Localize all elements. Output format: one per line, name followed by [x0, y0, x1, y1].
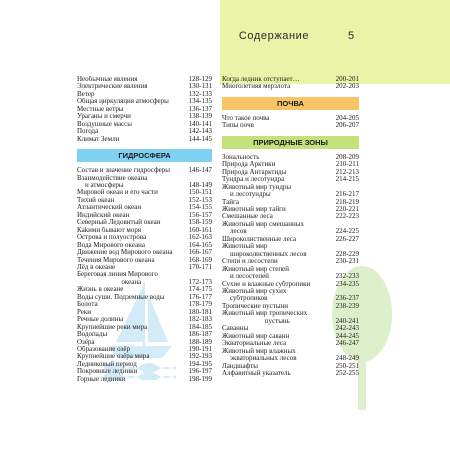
toc-entry-title: Ветер	[77, 90, 95, 98]
toc-entry-pages: 148-149	[188, 180, 212, 189]
toc-entry-title: Общая циркуляция атмосферы	[77, 98, 169, 106]
toc-entry-pages: 182-183	[188, 315, 212, 324]
toc-entry-title: Индийский океан	[77, 211, 130, 219]
toc-entry-title: Образование озёр	[77, 345, 130, 353]
toc-entry-title: Горные ледники	[77, 375, 126, 383]
hydrosphere-entries	[77, 167, 212, 383]
toc-entry	[222, 258, 359, 265]
toc-entry-title: Животный мир тайги	[222, 205, 286, 213]
toc-entry	[222, 236, 359, 243]
toc-entry-title: Животный мир степей	[222, 265, 289, 273]
toc-entry	[222, 213, 359, 220]
toc-entry-title: Саванны	[222, 325, 249, 333]
toc-left-column	[77, 76, 212, 383]
toc-entry-pages: 136-137	[188, 104, 212, 113]
toc-entry-pages: 220-221	[335, 204, 359, 213]
toc-entry-title: Атлантический океан	[77, 204, 142, 212]
toc-entry-title: Вода Мирового океана	[77, 241, 145, 249]
toc-entry-pages: 174-175	[188, 285, 212, 294]
toc-entry-title: Электрические явления	[77, 83, 148, 91]
toc-entry-pages: 158-159	[188, 218, 212, 227]
toc-entry	[222, 340, 359, 347]
toc-entry-title: широколиственных лесов	[230, 250, 307, 258]
toc-entry-pages: 202-203	[335, 82, 359, 91]
toc-entry-pages: 218-219	[335, 197, 359, 206]
toc-entry-pages: 128-129	[188, 75, 212, 83]
toc-entry-title: Мировой океан и его части	[77, 189, 158, 197]
toc-entry	[222, 303, 359, 310]
toc-entry-pages: 156-157	[188, 210, 212, 219]
section-natural-zones: ПРИРОДНЫЕ ЗОНЫ	[222, 136, 359, 149]
toc-entry-title: Состав и значение гидросферы	[77, 167, 170, 175]
toc-entry-pages: 226-227	[335, 234, 359, 243]
toc-entry-title: Степи и лесостепи	[222, 258, 278, 266]
toc-entry-title: Лёд в океане	[77, 263, 116, 271]
toc-entry-pages: 172-173	[188, 277, 212, 286]
toc-entry-title: Движение вод Мирового океана	[77, 249, 173, 257]
toc-entry-pages: 152-153	[188, 195, 212, 204]
toc-entry-title: Каkими бывают моря	[77, 226, 142, 234]
toc-entry-title: Крупнейшие озёра мира	[77, 353, 150, 361]
toc-entry-title: Болота	[77, 301, 98, 309]
toc-right-column	[222, 76, 359, 377]
toc-entry-title: Тайга	[222, 198, 239, 206]
toc-entry-title: Ледниковый период	[77, 360, 137, 368]
toc-entry-title: Течения Мирового океана	[77, 256, 155, 264]
toc-entry-pages: 176-177	[188, 292, 212, 301]
toc-entry-pages: 184-185	[188, 322, 212, 331]
toc-entry-title: и лесостепей	[230, 273, 269, 281]
toc-entry-title: Тундра и лесотундра	[222, 176, 285, 184]
toc-entry-title: Животный мир смешанных	[222, 220, 304, 228]
toc-entry-title: Ураганы и смерчи	[77, 113, 131, 121]
toc-entry-pages: 178-179	[188, 300, 212, 309]
toc-entry-pages: 206-207	[335, 121, 359, 130]
toc-entry-pages: 234-235	[335, 279, 359, 288]
toc-entry-pages: 170-171	[188, 262, 212, 271]
toc-entry-title: экваториальных лесов	[230, 355, 297, 363]
toc-entry-title: и атмосферы	[85, 181, 124, 189]
toc-entry-pages: 230-231	[335, 257, 359, 266]
toc-entry-pages: 200-201	[335, 75, 359, 83]
toc-entry	[222, 176, 359, 183]
toc-entry-title: Погода	[77, 128, 99, 136]
toc-entry-title: Сухие и влажные субтропики	[222, 280, 311, 288]
toc-entry-title: Ландшафты	[222, 362, 258, 370]
toc-entry-title: Местные ветры	[77, 105, 124, 113]
toc-entry-title: Тропические пустыни	[222, 302, 289, 310]
toc-entry-title: Тихий океан	[77, 196, 115, 204]
toc-entry-title: Покровные ледники	[77, 368, 138, 376]
toc-entry-pages: 210-211	[335, 160, 359, 169]
toc-entry-pages: 188-189	[188, 337, 212, 346]
toc-entry-title: Воздушные массы	[77, 120, 132, 128]
toc-entry-pages: 180-181	[188, 307, 212, 316]
toc-entry-title: и лесотундры	[230, 191, 271, 199]
toc-entry-title: Экваториальные леса	[222, 340, 287, 348]
toc-entry-pages: 214-215	[335, 175, 359, 184]
header-band	[220, 0, 450, 84]
toc-entry-title: Климат Земли	[77, 135, 120, 143]
toc-entry-title: Животный мир тропических	[222, 310, 308, 318]
toc-entry-pages: 216-217	[335, 190, 359, 199]
toc-entry-title: Животный мир саванн	[222, 332, 290, 340]
toc-entry-pages: 240-241	[335, 316, 359, 325]
toc-entry-pages: 196-197	[188, 367, 212, 376]
toc-entry-title: Речные долины	[77, 316, 124, 324]
toc-entry-pages: 212-213	[335, 167, 359, 176]
toc-entry-pages: 250-251	[335, 361, 359, 370]
toc-entry-title: субтропиков	[230, 295, 268, 303]
toc-entry-pages: 236-237	[335, 294, 359, 303]
toc-entry-pages: 224-225	[335, 227, 359, 236]
page-number: 5	[348, 30, 355, 42]
toc-entry-pages: 232-233	[335, 272, 359, 281]
toc-entry-title: Жизнь в океане	[77, 286, 124, 294]
section-soil: ПОЧВА	[222, 97, 359, 110]
toc-entry-pages: 138-139	[188, 112, 212, 121]
toc-entry-pages: 208-209	[335, 152, 359, 161]
toc-entry-title: Животный мир	[222, 243, 268, 251]
natural-zones-entries	[222, 154, 359, 378]
toc-entry-title: пустынь	[264, 317, 290, 325]
toc-entry-title: Смешанные леса	[222, 213, 273, 221]
toc-entry-pages: 242-243	[335, 324, 359, 333]
toc-entry-pages: 228-229	[335, 249, 359, 258]
atmosphere-entries	[77, 76, 212, 143]
toc-entry-title: Водопады	[77, 331, 108, 339]
toc-entry-pages: 186-187	[188, 330, 212, 339]
toc-entry-pages: 192-193	[188, 352, 212, 361]
toc-entry-pages: 142-143	[188, 127, 212, 136]
toc-entry-title: Многолетняя мерзлота	[222, 83, 291, 91]
toc-entry	[77, 167, 212, 174]
toc-entry-title: Природа Антарктиды	[222, 168, 287, 176]
toc-entry-title: Зональность	[222, 153, 260, 161]
toc-entry-pages: 222-223	[335, 212, 359, 221]
toc-entry-title: Береговая линия Мирового	[77, 271, 158, 279]
toc-entry-pages: 130-131	[188, 82, 212, 91]
toc-entry-pages: 146-147	[188, 166, 212, 175]
toc-entry-pages: 198-199	[188, 374, 212, 383]
toc-entry-title: Взаимодействие океана	[77, 174, 148, 182]
toc-entry-title: океана	[121, 278, 142, 286]
toc-entry-title: Озёра	[77, 338, 95, 346]
toc-entry-title: Реки	[77, 308, 92, 316]
toc-entry-title: лесов	[230, 228, 247, 236]
toc-entry-pages: 252-255	[335, 368, 359, 377]
toc-entry	[222, 122, 359, 129]
toc-entry	[77, 264, 212, 271]
toc-entry-title: Что такое почва	[222, 114, 270, 122]
toc-entry-title: Северный Ледовитый океан	[77, 219, 161, 227]
toc-entry	[222, 370, 359, 377]
toc-entry-pages: 246-247	[335, 339, 359, 348]
toc-entry-title: Крупнейшие реки мира	[77, 323, 148, 331]
toc-entry-pages: 164-165	[188, 240, 212, 249]
toc-entry-pages: 244-245	[335, 331, 359, 340]
toc-entry-pages: 204-205	[335, 113, 359, 122]
toc-entry-pages: 140-141	[188, 119, 212, 128]
toc-entry-pages: 194-195	[188, 359, 212, 368]
toc-entry-pages: 150-151	[188, 188, 212, 197]
toc-entry-title: Когда ледник отступает…	[222, 76, 300, 83]
toc-entry-pages: 248-249	[335, 354, 359, 363]
toc-entry-title: Животный мир влажных	[222, 347, 296, 355]
toc-entry-pages: 132-133	[188, 89, 212, 98]
toc-entry-pages: 134-135	[188, 97, 212, 106]
toc-entry	[222, 281, 359, 288]
toc-entry-title: Природа Арктики	[222, 161, 276, 169]
toc-entry-pages: 144-145	[188, 134, 212, 143]
toc-entry-pages: 154-155	[188, 203, 212, 212]
toc-entry-title: Воды суши. Подземные воды	[77, 293, 165, 301]
toc-entry	[222, 83, 359, 90]
toc-entry-pages: 160-161	[188, 225, 212, 234]
section-hydrosphere: ГИДРОСФЕРА	[77, 149, 212, 162]
toc-entry-title: Острова и полуострова	[77, 234, 147, 242]
toc-entry-title: Необычные явления	[77, 76, 138, 83]
soil-entries	[222, 115, 359, 130]
toc-entry-title: Животный мир сухих	[222, 287, 287, 295]
toc-entry-pages: 166-167	[188, 248, 212, 257]
toc-entry-title: Широколиственные леса	[222, 235, 297, 243]
toc-entry	[77, 136, 212, 143]
toc-entry-title: Животный мир тундры	[222, 183, 292, 191]
toc-entry-pages: 238-239	[335, 301, 359, 310]
page-title: Содержание	[238, 30, 310, 42]
toc-entry-pages: 162-163	[188, 233, 212, 242]
toc-entry-title: Типы почв	[222, 122, 254, 130]
glacier-entries	[222, 76, 359, 91]
toc-entry	[77, 376, 212, 383]
toc-entry-pages: 168-169	[188, 255, 212, 264]
toc-entry-title: Алфавитный указатель	[222, 369, 291, 377]
toc-entry-pages: 190-191	[188, 344, 212, 353]
